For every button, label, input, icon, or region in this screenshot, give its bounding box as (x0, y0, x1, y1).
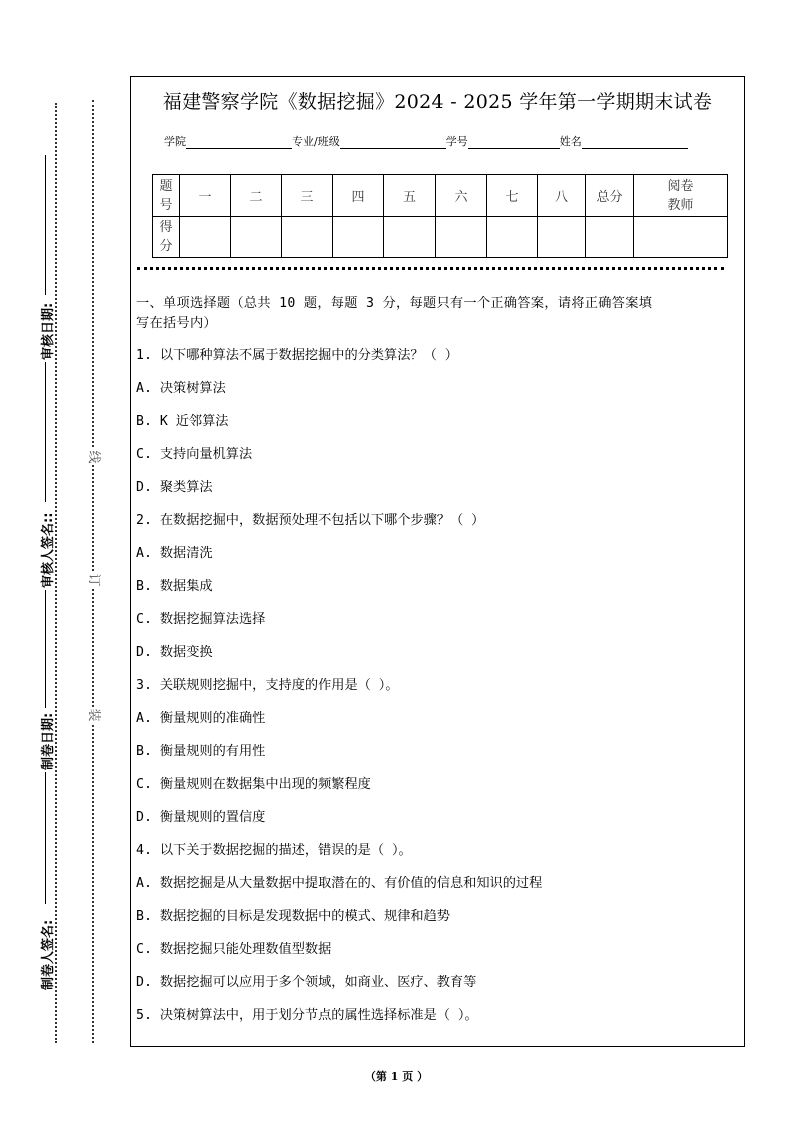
question-4-option-c: C. 数据挖掘只能处理数值型数据 (136, 942, 332, 957)
dotted-separator (137, 267, 724, 270)
reviewer-signature-line[interactable] (45, 362, 46, 502)
compile-date-line[interactable] (45, 590, 46, 708)
name-field[interactable] (582, 136, 688, 149)
question-2-option-b: B. 数据集成 (136, 579, 213, 594)
column-2: 二 (231, 175, 282, 217)
binding-mark-ding: 订 (86, 573, 101, 587)
question-1-option-c: C. 支持向量机算法 (136, 447, 253, 462)
grader-cell[interactable] (634, 217, 728, 258)
score-row (153, 217, 728, 258)
student-id-label: 学号 (445, 135, 468, 148)
exam-paper-frame (130, 76, 745, 1047)
reviewer-signature-label: 审核人签名:: (41, 512, 56, 588)
question-1-stem: 1. 以下哪种算法不属于数据挖掘中的分类算法？（ ） (136, 348, 458, 363)
column-1: 一 (180, 175, 231, 217)
question-3-stem: 3. 关联规则挖掘中，支持度的作用是（ ）。 (136, 678, 399, 693)
score-cell-6[interactable] (436, 217, 487, 258)
grader-header: 阅卷 教师 (634, 175, 728, 217)
column-6: 六 (436, 175, 487, 217)
question-4-option-d: D. 数据挖掘可以应用于多个领域，如商业、医疗、教育等 (136, 975, 477, 990)
score-cell-5[interactable] (384, 217, 436, 258)
student-id-field[interactable] (468, 136, 560, 149)
score-cell-3[interactable] (282, 217, 333, 258)
section-single-choice (136, 294, 736, 1039)
question-2-option-a: A. 数据清洗 (136, 546, 213, 561)
question-3-option-d: D. 衡量规则的置信度 (136, 810, 266, 825)
major-class-field[interactable] (340, 136, 446, 149)
major-class-label: 专业/班级 (292, 135, 340, 148)
question-3-option-b: B. 衡量规则的有用性 (136, 744, 266, 759)
question-2-option-c: C. 数据挖掘算法选择 (136, 612, 266, 627)
score-cell-1[interactable] (180, 217, 231, 258)
exam-title: 福建警察学院《数据挖掘》2024 - 2025 学年第一学期期末试卷 (162, 91, 713, 113)
score-cell-4[interactable] (333, 217, 384, 258)
column-5: 五 (384, 175, 436, 217)
review-date-label: 审核日期: (41, 302, 56, 360)
question-4-stem: 4. 以下关于数据挖掘的描述，错误的是（ ）。 (136, 843, 412, 858)
question-3-option-c: C. 衡量规则在数据集中出现的频繁程度 (136, 777, 371, 792)
column-total: 总分 (586, 175, 634, 217)
question-2-stem: 2. 在数据挖掘中，数据预处理不包括以下哪个步骤？（ ） (136, 513, 485, 528)
column-8: 八 (538, 175, 586, 217)
question-3-option-a: A. 衡量规则的准确性 (136, 711, 266, 726)
name-label: 姓名 (559, 135, 582, 148)
page-number: （第 1 页 ） (364, 1070, 429, 1083)
column-7: 七 (487, 175, 538, 217)
review-date-line[interactable] (45, 155, 46, 295)
college-field[interactable] (186, 136, 292, 149)
question-1-option-d: D. 聚类算法 (136, 480, 213, 495)
binding-mark-zhuang: 装 (86, 708, 101, 722)
question-2-option-d: D. 数据变换 (136, 645, 213, 660)
score-cell-2[interactable] (231, 217, 282, 258)
student-info-row (164, 133, 688, 149)
college-label: 学院 (164, 135, 186, 148)
score-cell-7[interactable] (487, 217, 538, 258)
score-header: 得 分 (153, 217, 180, 258)
score-cell-8[interactable] (538, 217, 586, 258)
compile-date-label: 制卷日期: (41, 712, 56, 770)
question-number-row (153, 175, 728, 217)
column-3: 三 (282, 175, 333, 217)
score-cell-total[interactable] (586, 217, 634, 258)
compiler-signature-line[interactable] (45, 772, 46, 904)
score-table (152, 174, 728, 258)
question-number-header: 题 号 (153, 175, 180, 217)
question-1-option-a: A. 决策树算法 (136, 381, 226, 396)
question-1-option-b: B. K 近邻算法 (136, 414, 229, 429)
section-heading: 一、单项选择题（总共 10 题，每题 3 分，每题只有一个正确答案，请将正确答案填 写在括号内） (136, 296, 653, 331)
compiler-signature-label: 制卷人签名: (41, 919, 56, 990)
question-5-stem: 5. 决策树算法中，用于划分节点的属性选择标准是（ ）。 (136, 1008, 478, 1023)
column-4: 四 (333, 175, 384, 217)
question-4-option-b: B. 数据挖掘的目标是发现数据中的模式、规律和趋势 (136, 909, 450, 924)
binding-mark-xian: 线 (86, 450, 101, 464)
question-4-option-a: A. 数据挖掘是从大量数据中提取潜在的、有价值的信息和知识的过程 (136, 876, 543, 891)
